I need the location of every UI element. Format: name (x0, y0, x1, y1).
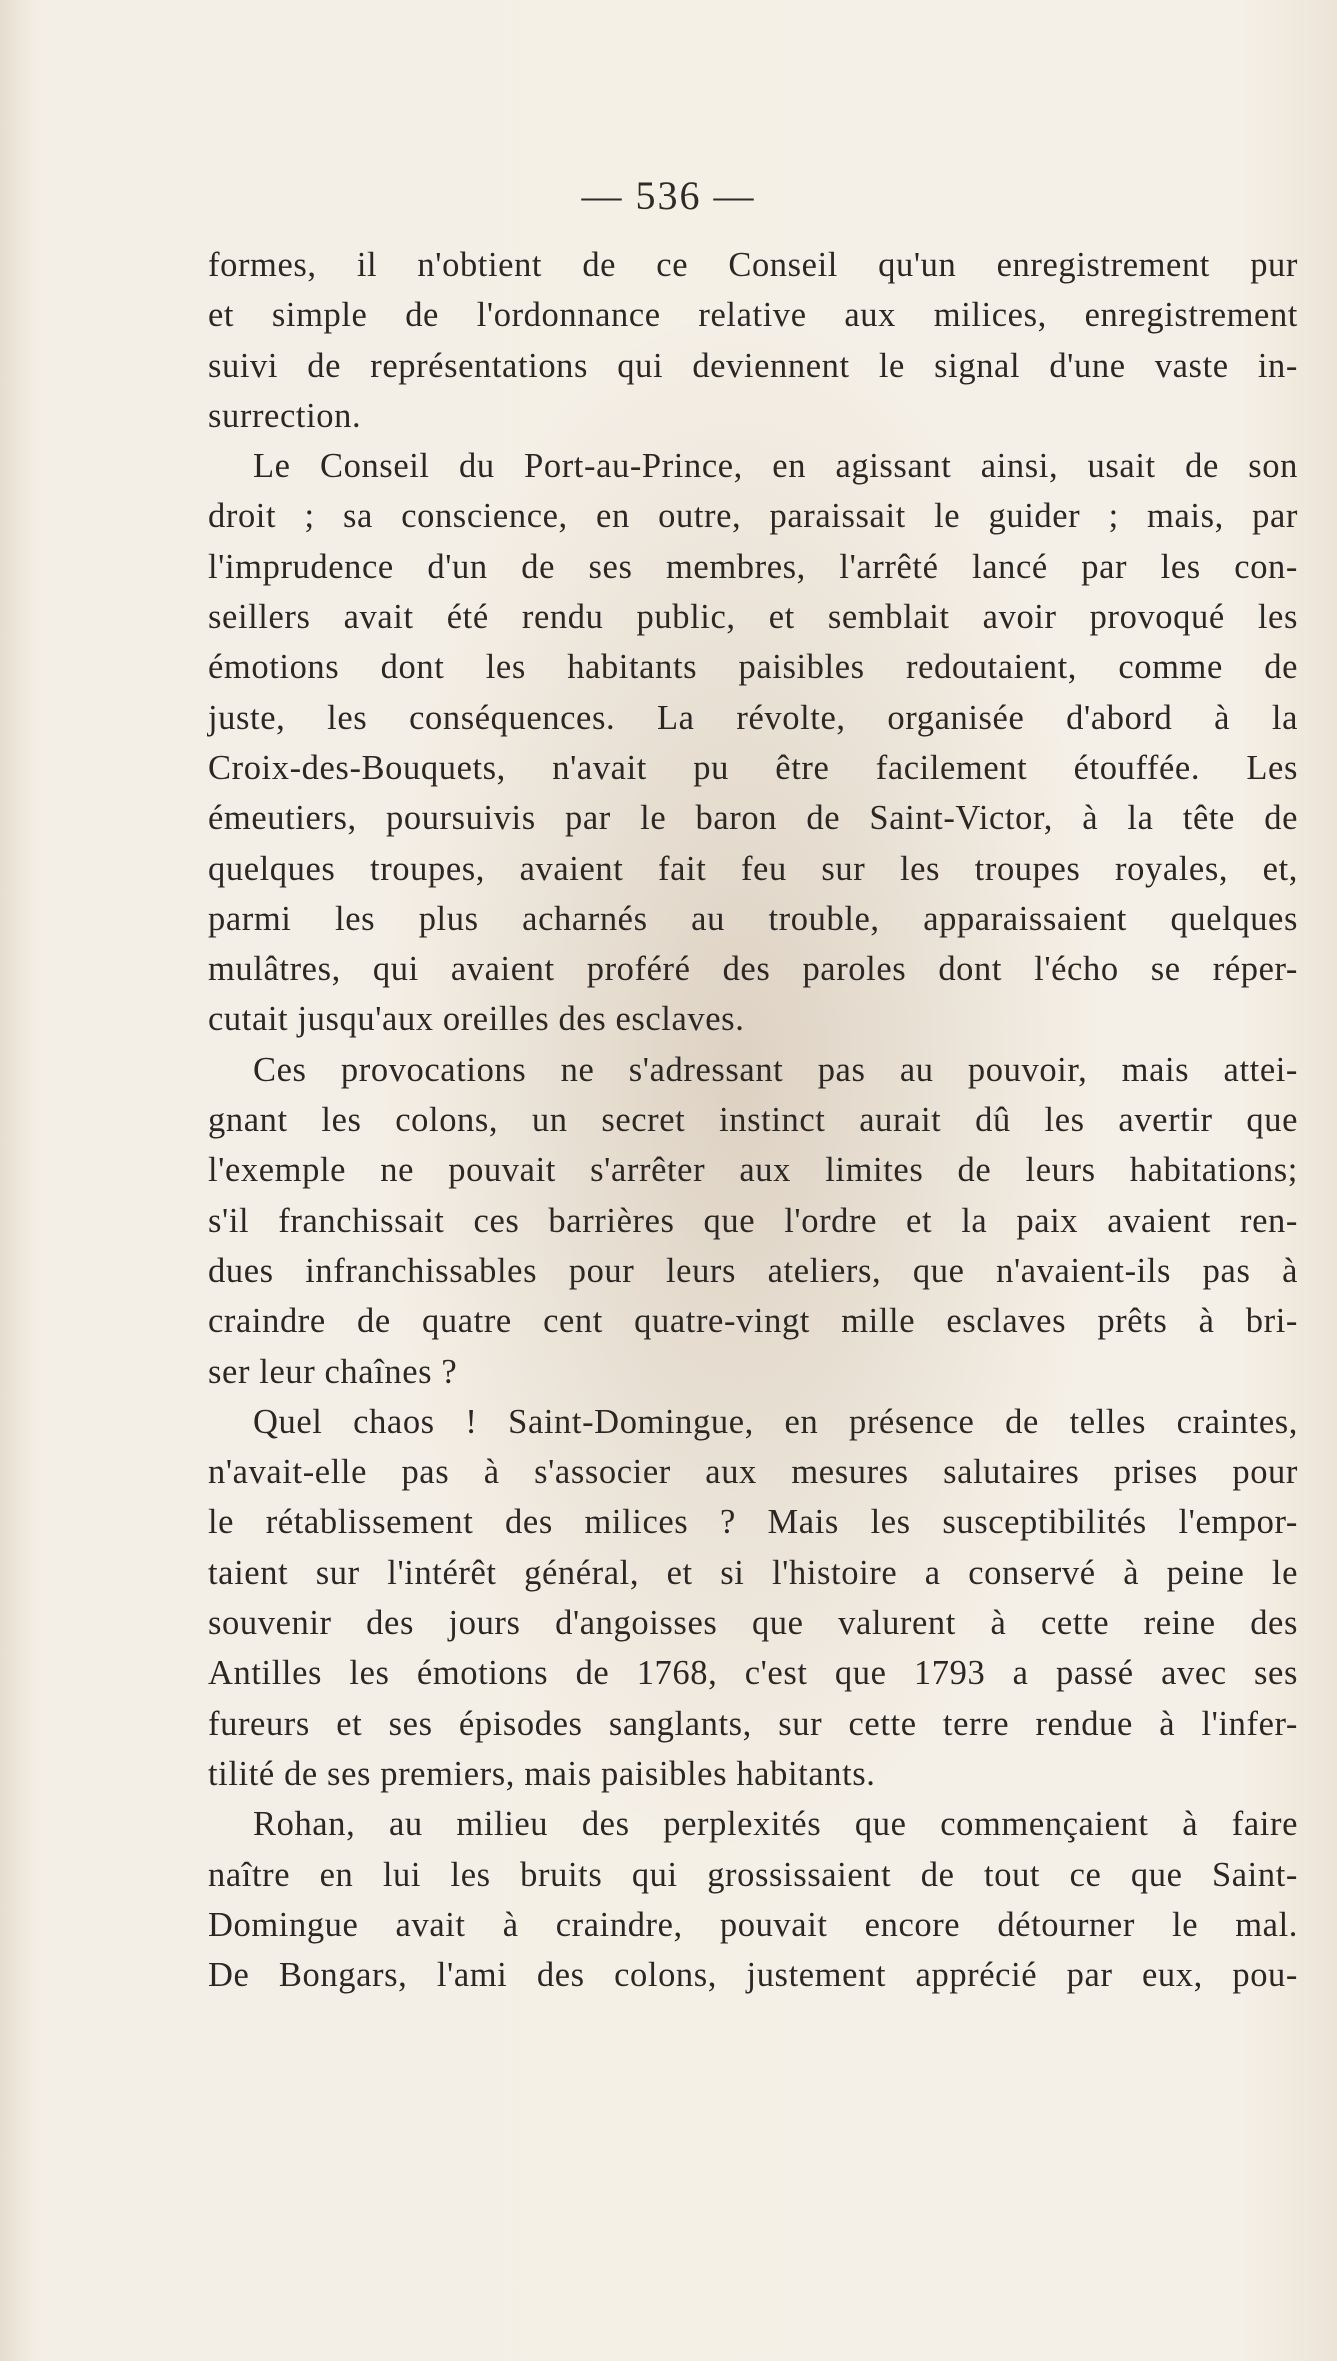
text-line: l'imprudence d'un de ses membres, l'arrêté lancé par les con- (208, 547, 1298, 586)
text-line: gnant les colons, un secret instinct aurait dû les avertir que (208, 1101, 1298, 1140)
text-line: cutait jusqu'aux oreilles des esclaves. (208, 1000, 745, 1039)
text-line: suivi de représentations qui deviennent le signal d'une vaste in- (208, 346, 1298, 385)
text-line: craindre de quatre cent quatre-vingt mille esclaves prêts à bri- (208, 1302, 1298, 1341)
text-line: juste, les conséquences. La révolte, organisée d'abord à la (208, 698, 1298, 737)
text-line: souvenir des jours d'angoisses que valurent à cette reine des (208, 1604, 1298, 1643)
text-line: seillers avait été rendu public, et semblait avoir provoqué les (208, 598, 1298, 637)
text-line: parmi les plus acharnés au trouble, apparaissaient quelques (208, 899, 1298, 938)
text-line: s'il franchissait ces barrières que l'ordre et la paix avaient ren- (208, 1201, 1298, 1240)
text-line: dues infranchissables pour leurs ateliers, que n'avaient-ils pas à (208, 1251, 1298, 1290)
text-line: Quel chaos ! Saint-Domingue, en présence de telles craintes, (253, 1402, 1298, 1441)
text-line: taient sur l'intérêt général, et si l'histoire a conservé à peine le (208, 1553, 1298, 1592)
text-line: l'exemple ne pouvait s'arrêter aux limites de leurs habitations; (208, 1151, 1298, 1190)
text-line: droit ; sa conscience, en outre, paraissait le guider ; mais, par (208, 497, 1298, 536)
text-line: Le Conseil du Port-au-Prince, en agissant ainsi, usait de son (253, 447, 1298, 486)
text-line: tilité de ses premiers, mais paisibles habitants. (208, 1754, 876, 1793)
text-line: et simple de l'ordonnance relative aux milices, enregistrement (208, 296, 1298, 335)
text-line: formes, il n'obtient de ce Conseil qu'un enregistrement pur (208, 246, 1298, 284)
text-line: ser leur chaînes ? (208, 1352, 458, 1391)
text-line: Antilles les émotions de 1768, c'est que 1793 a passé avec ses (208, 1654, 1298, 1693)
text-line: Domingue avait à craindre, pouvait encore détourner le mal. (208, 1905, 1298, 1944)
body-text (208, 240, 1298, 2000)
text-line: Rohan, au milieu des perplexités que commençaient à faire (253, 1805, 1298, 1844)
text-line: surrection. (208, 396, 362, 435)
text-line: n'avait-elle pas à s'associer aux mesures salutaires prises pour (208, 1453, 1298, 1492)
text-line: émeutiers, poursuivis par le baron de Saint-Victor, à la tête de (208, 799, 1298, 838)
text-line: Ces provocations ne s'adressant pas au pouvoir, mais attei- (253, 1050, 1298, 1089)
text-line: Croix-des-Bouquets, n'avait pu être facilement étouffée. Les (208, 748, 1298, 787)
page-number: — 536 — (581, 173, 756, 218)
text-line: mulâtres, qui avaient proféré des paroles dont l'écho se réper- (208, 950, 1298, 989)
text-line: le rétablissement des milices ? Mais les susceptibilités l'empor- (208, 1503, 1298, 1542)
text-line: De Bongars, l'ami des colons, justement apprécié par eux, pou- (208, 1956, 1298, 1995)
text-line: fureurs et ses épisodes sanglants, sur cette terre rendue à l'infer- (208, 1704, 1298, 1743)
text-line: quelques troupes, avaient fait feu sur les troupes royales, et, (208, 849, 1298, 888)
text-line: émotions dont les habitants paisibles redoutaient, comme de (208, 648, 1298, 687)
text-line: naître en lui les bruits qui grossissaient de tout ce que Saint- (208, 1855, 1298, 1894)
